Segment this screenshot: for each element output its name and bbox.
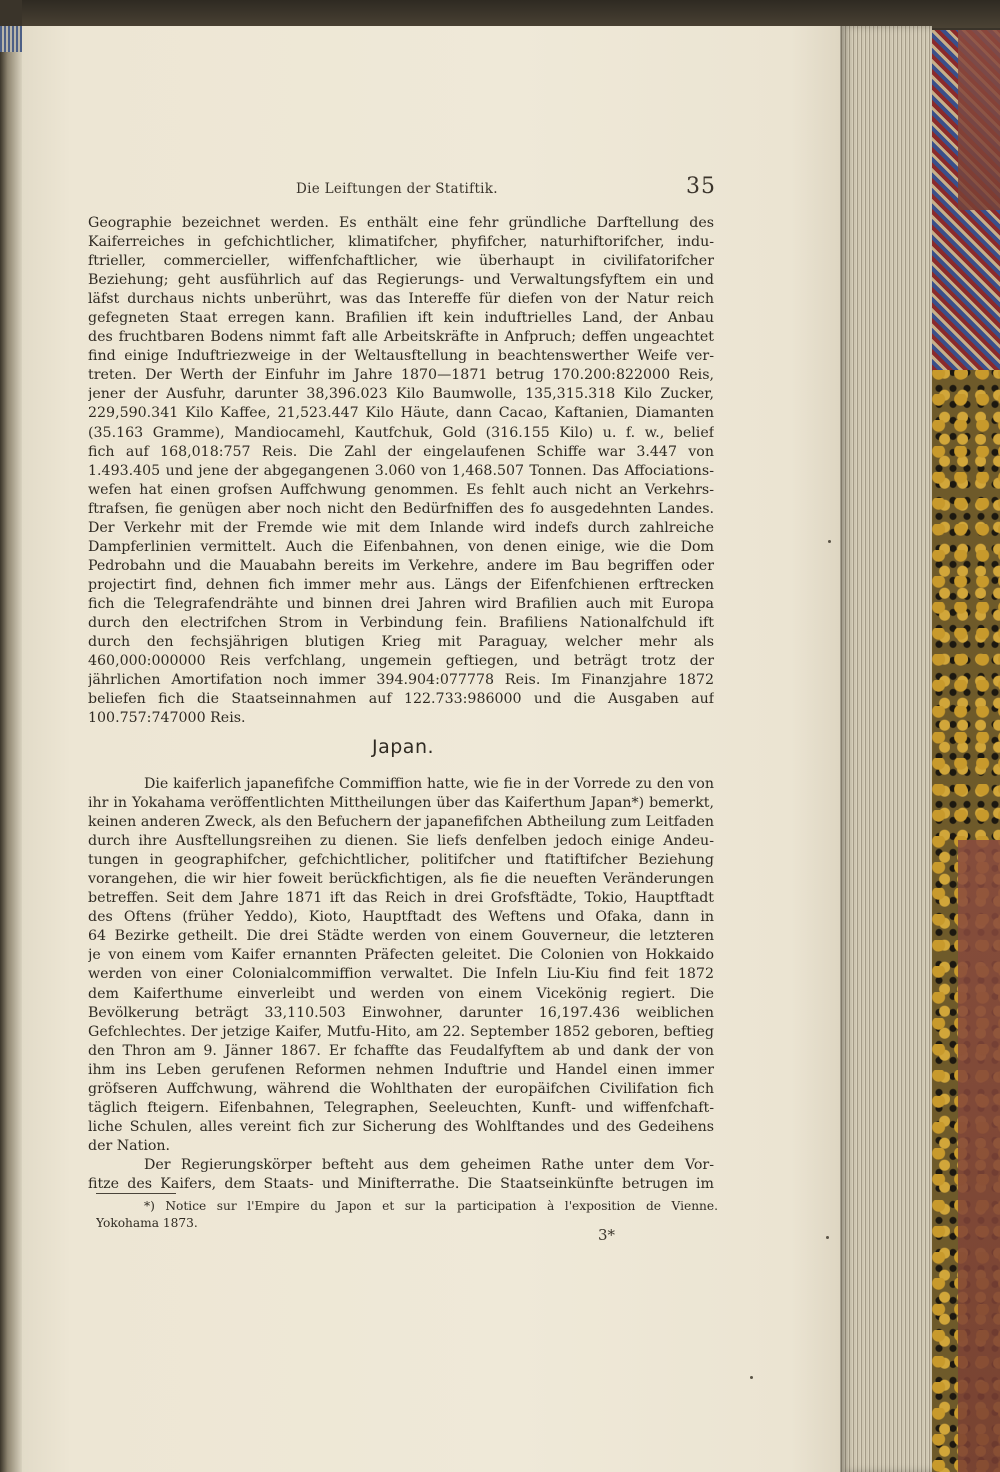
text-line: Bevölkerung beträgt 33,110.503 Einwohner, darunter 16,197.436 weiblichen xyxy=(88,1004,714,1021)
leather-spine-bottom xyxy=(958,840,1000,1472)
text-line: den Thron am 9. Jänner 1867. Er fchaffte das Feudalfyftem ab und dank der von xyxy=(88,1042,714,1059)
text-line: Die kaiferlich japanefifche Commiffion hatte, wie fie in der Vorrede zu den von xyxy=(144,776,714,792)
text-line: werden von einer Colonialcommiffion verwaltet. Die Infeln Liu-Kiu find feit 1872 xyxy=(88,966,714,983)
text-line: des fruchtbaren Bodens nimmt faft alle Arbeitskräfte in Anfpruch; deffen ungeachtet xyxy=(88,329,714,346)
text-line: Pedrobahn und die Mauabahn bereits im Verkehre, andere im Bau begriffen oder xyxy=(88,557,714,574)
text-line: durch ihre Ausftellungsreihen zu dienen. Sie liefs denfelben jedoch einige Andeu- xyxy=(88,833,714,850)
body-paragraphs-japan xyxy=(88,775,714,1194)
text-line: fich auf 168,018:757 Reis. Die Zahl der eingelaufenen Schiffe war 3.447 von xyxy=(88,443,714,460)
running-head: Die Leiftungen der Statiftik. xyxy=(296,181,498,197)
text-line: jährlichen Amortifation noch immer 394.904:077778 Reis. Im Finanzjahre 1872 xyxy=(88,672,714,689)
section-title: Japan. xyxy=(372,736,435,758)
text-line: gröfseren Auffchwung, während die Wohlthaten der europäifchen Civilifation fich xyxy=(88,1080,714,1097)
text-line: 229,590.341 Kilo Kaffee, 21,523.447 Kilo Häute, dann Cacao, Kaftanien, Diamanten xyxy=(88,405,714,422)
text-line: 64 Bezirke getheilt. Die drei Städte werden von einem Gouverneur, die letzteren xyxy=(88,928,714,945)
text-line: 1.493.405 und jene der abgegangenen 3.060 von 1,468.507 Tonnen. Das Affociations- xyxy=(88,462,714,479)
footnote-rule xyxy=(96,1193,176,1194)
text-line: gefegneten Staat erregen kann. Brafilien ift kein induftrielles Land, der Anbau xyxy=(88,310,714,327)
text-line: durch den electrifchen Strom in Verbindung fein. Brafiliens Nationalfchuld ift xyxy=(88,614,714,631)
text-line: treten. Der Werth der Einfuhr im Jahre 1870—1871 betrug 170.200:822000 Reis, xyxy=(88,367,714,384)
page-edges-stack xyxy=(840,26,932,1472)
text-line: jener der Ausfuhr, darunter 38,396.023 Kilo Baumwolle, 135,315.318 Kilo Zucker, xyxy=(88,386,714,403)
text-line: Beziehung; geht ausführlich auf das Regierungs- und Verwaltungsfyftem ein und xyxy=(88,272,714,289)
text-line: liche Schulen, alles vereint fich zur Sicherung des Wohlftandes und des Gedeihens xyxy=(88,1118,714,1135)
text-line: je von einem vom Kaifer ernannten Präfecten geleitet. Die Colonien von Hokkaido xyxy=(88,947,714,964)
footnote-line: *) Notice sur l'Empire du Japon et sur la participation à l'exposition de Vienne. xyxy=(144,1199,718,1213)
text-line: ftrieller, commercieller, wiffenfchaftlicher, wie überhaupt in civilifatorifcher xyxy=(88,253,714,270)
text-line: Der Verkehr mit der Fremde wie mit dem Inlande wird indefs durch zahlreiche xyxy=(88,519,714,536)
text-line: Geographie bezeichnet werden. Es enthält eine fehr gründliche Darftellung des xyxy=(88,215,714,231)
text-line: der Nation. xyxy=(88,1137,171,1154)
text-line: täglich fteigern. Eifenbahnen, Telegraphen, Seeleuchten, Kunft- und wiffenfchaft- xyxy=(88,1099,714,1116)
text-line: betreffen. Seit dem Jahre 1871 ift das Reich in drei Grofsftädte, Tokio, Hauptftadt xyxy=(88,890,714,907)
paper-fleck xyxy=(828,540,831,543)
text-line: durch den fechsjährigen blutigen Krieg mit Paraguay, welcher mehr als xyxy=(88,634,714,651)
text-line: Gefchlechtes. Der jetzige Kaifer, Mutfu-Hito, am 22. September 1852 geboren, beftieg xyxy=(88,1023,714,1040)
text-line: des Oftens (früher Yeddo), Kioto, Hauptftadt des Weftens und Ofaka, dann in xyxy=(88,909,714,926)
footnote-line: Yokohama 1873. xyxy=(96,1216,198,1230)
text-line: Der Regierungskörper befteht aus dem geheimen Rathe unter dem Vor- xyxy=(144,1156,714,1173)
text-line: fich die Telegrafendrähte und binnen drei Jahren wird Brafilien auch mit Europa xyxy=(88,595,714,612)
text-line: wefen hat einen grofsen Auffchwung genommen. Es fehlt auch nicht an Verkehrs- xyxy=(88,481,714,498)
text-line: dem Kaiferthume einverleibt und werden von einem Vicekönig regiert. Die xyxy=(88,985,714,1002)
paper-fleck xyxy=(826,1236,829,1239)
page-number: 35 xyxy=(686,174,716,199)
text-line: ftrafsen, fie genügen aber noch nicht den Bedürfniffen des fo ausgedehnten Landes. xyxy=(88,500,714,517)
text-line: projectirt find, dehnen fich immer mehr aus. Längs der Eifenfchienen erftrecken xyxy=(88,576,714,593)
text-line: 460,000:000000 Reis verfchlang, ungemein geftiegen, und beträgt trotz der xyxy=(88,653,714,670)
left-page-edge xyxy=(0,26,22,1472)
text-line: Kaiferreiches in gefchichtlicher, klimatifcher, phyfifcher, naturhiftorifcher, indu- xyxy=(88,234,714,251)
body-paragraph-brazil xyxy=(88,214,714,728)
signature-mark: 3* xyxy=(598,1226,616,1244)
text-line: tungen in geographifcher, gefchichtlicher, politifcher und ftatiftifcher Beziehung xyxy=(88,852,714,869)
text-line: 100.757:747000 Reis. xyxy=(88,710,246,727)
text-line: fitze des Kaifers, dem Staats- und Minifterrathe. Die Staatseinkünfte betrugen im xyxy=(88,1175,714,1192)
text-line: Dampferlinien vermittelt. Auch die Eifenbahnen, von denen einige, wie die Dom xyxy=(88,538,714,555)
footnote xyxy=(96,1198,718,1232)
text-line: find einige Induftriezweige in der Weltausftellung in beachtenswerther Weife ver- xyxy=(88,348,714,365)
text-line: beliefen fich die Staatseinnahmen auf 122.733:986000 und die Ausgaben auf xyxy=(88,691,714,708)
text-line: vorangehen, die wir hier foweit berückfichtigen, als fie die neueften Veränderungen xyxy=(88,871,714,888)
paper-fleck xyxy=(750,1376,753,1379)
paragraph-government xyxy=(88,1156,714,1194)
text-line: (35.163 Gramme), Mandiocamehl, Kautfchuk, Gold (316.155 Kilo) u. f. w., belief xyxy=(88,424,714,441)
text-line: läfst durchaus nichts unberührt, was das Intereffe für diefen von der Natur reich xyxy=(88,291,714,308)
text-line: ihr in Yokahama veröffentlichten Mittheilungen über das Kaiferthum Japan*) bemerkt, xyxy=(88,795,714,812)
page-header xyxy=(0,174,1000,206)
text-line: keinen anderen Zweck, als den Befuchern der japanefifchen Abtheilung zum Leitfaden xyxy=(88,814,714,831)
top-shadow-band xyxy=(22,0,1000,28)
text-line: ihm ins Leben gerufenen Reformen nehmen Induftrie und Handel einen immer xyxy=(88,1061,714,1078)
